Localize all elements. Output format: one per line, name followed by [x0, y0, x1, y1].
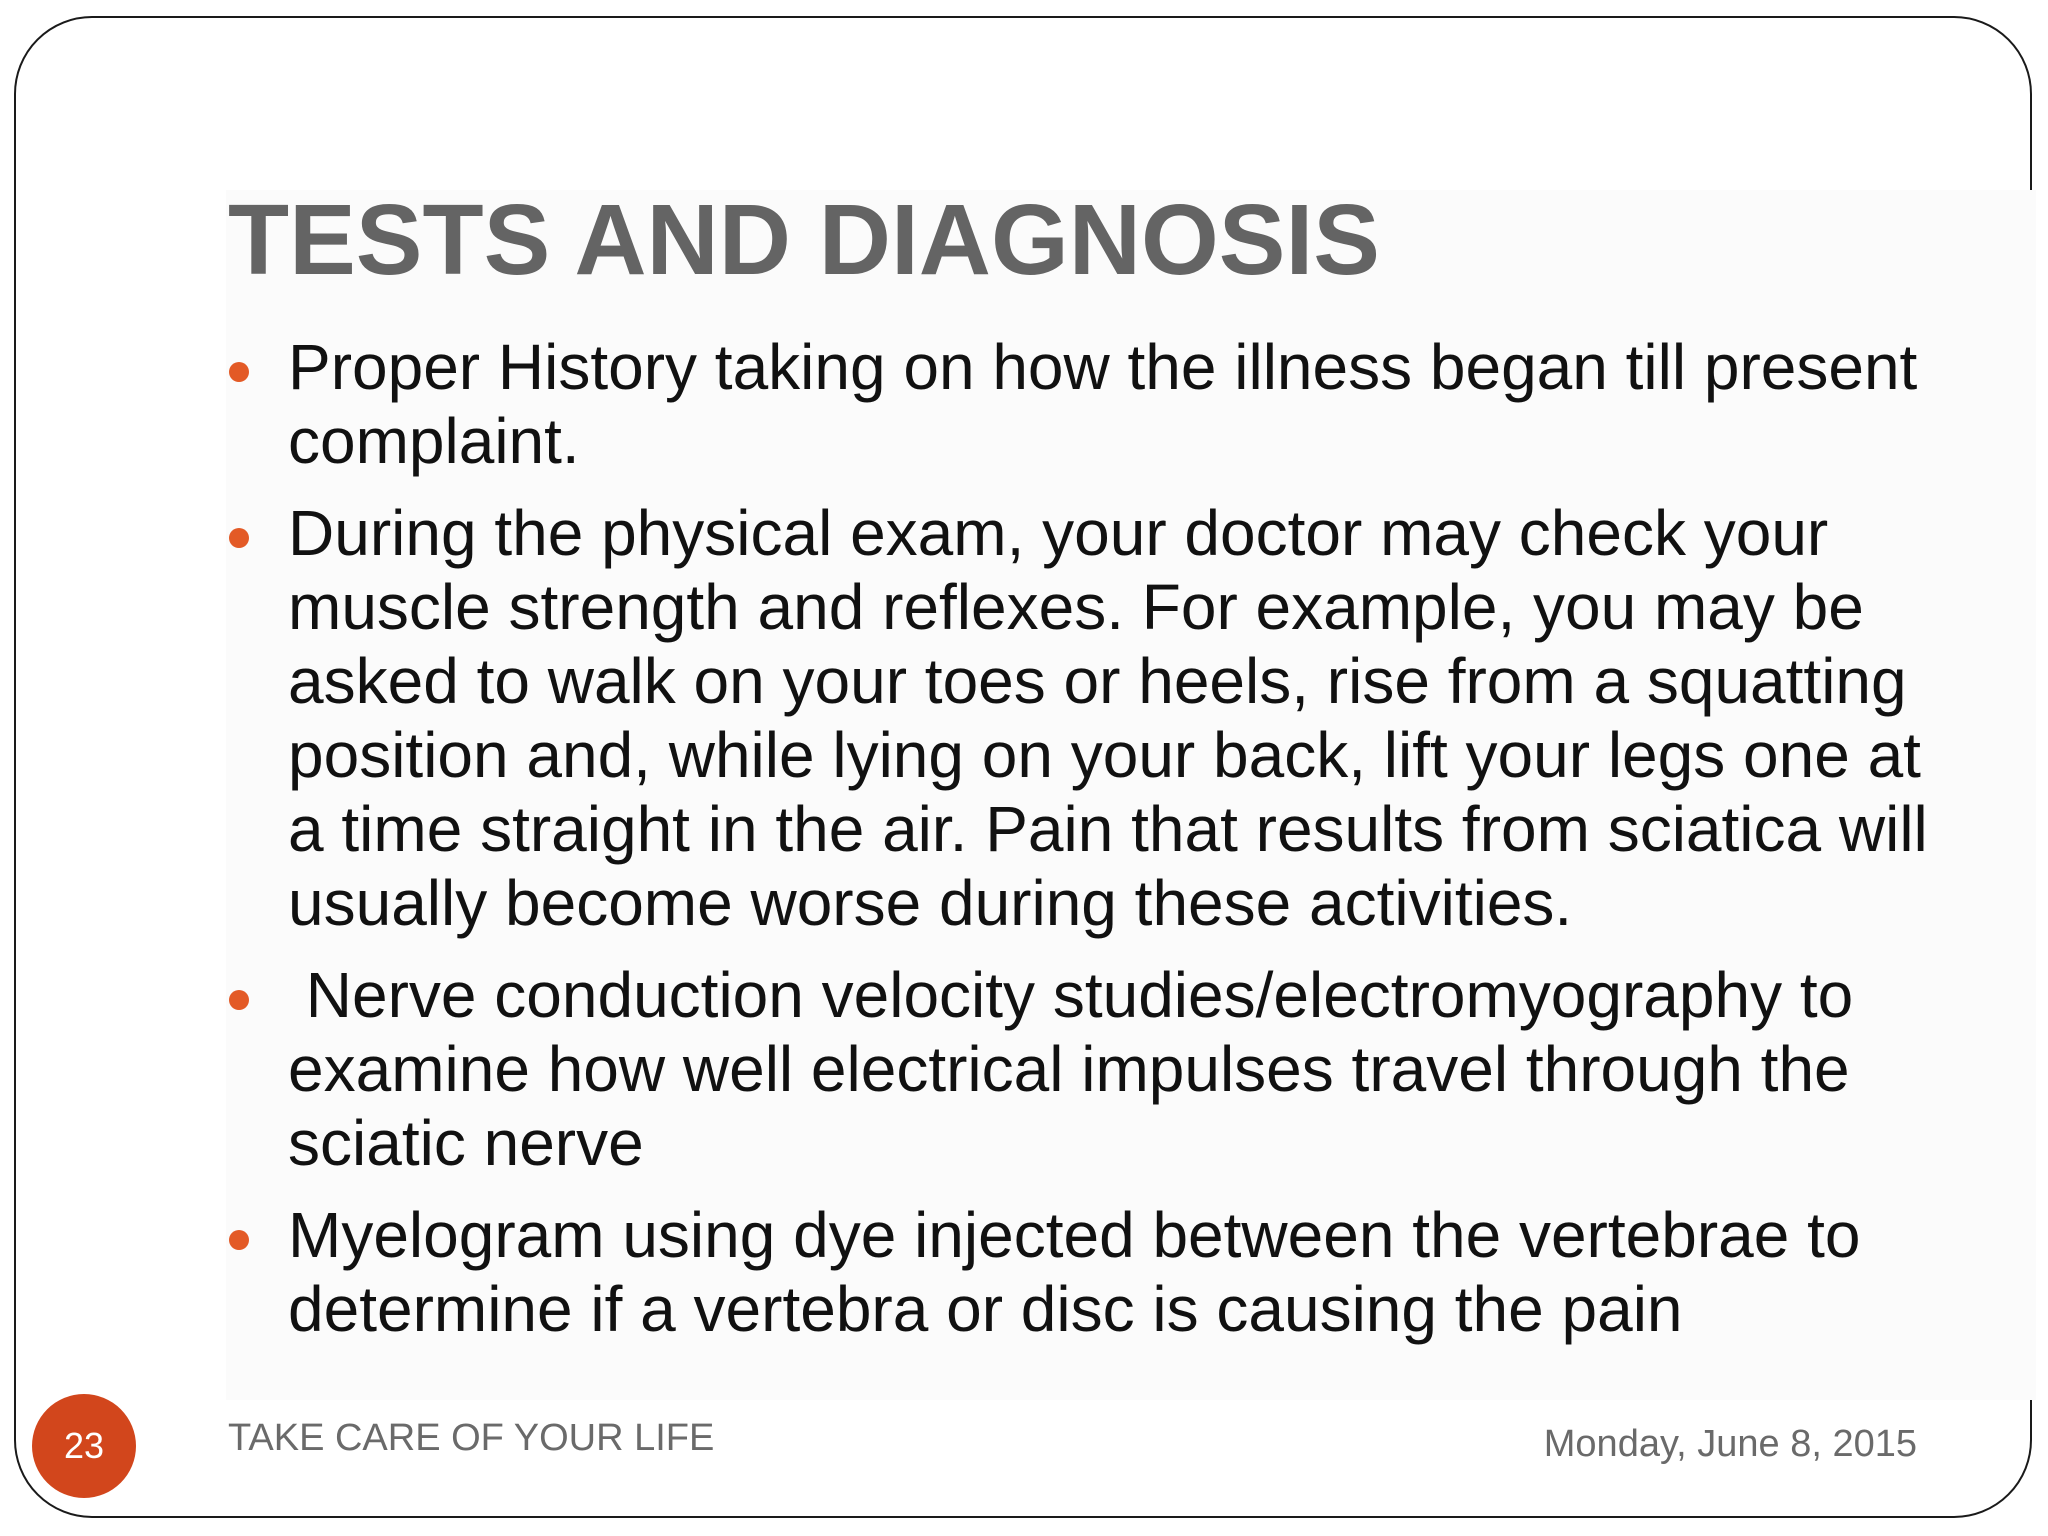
- bullet-dot-icon: [229, 362, 249, 382]
- page-number-badge: 23: [32, 1394, 136, 1498]
- bullet-list: [229, 330, 1949, 1364]
- footer-tagline: TAKE CARE OF YOUR LIFE: [228, 1417, 715, 1459]
- footer-date: Monday, June 8, 2015: [1543, 1423, 1917, 1465]
- bullet-dot-icon: [229, 528, 249, 548]
- bullet-text: Nerve conduction velocity studies/electromyography to examine how well electrical impulses travel through the sciatic nerve: [288, 959, 1871, 1179]
- bullet-dot-icon: [229, 1230, 249, 1250]
- bullet-item-physical-exam: [229, 496, 1949, 940]
- bullet-text: Proper History taking on how the illness began till present complaint.: [288, 331, 1918, 477]
- slide-title: TESTS AND DIAGNOSIS: [228, 184, 1380, 296]
- bullet-text: Myelogram using dye injected between the vertebrae to determine if a vertebra or disc is causing the pain: [288, 1199, 1861, 1345]
- bullet-item-nerve-conduction: [229, 958, 1949, 1180]
- bullet-text: During the physical exam, your doctor may check your muscle strength and reflexes. For example, you may be asked to walk on your toes or heels, rise from a squatting position and, while lying on your back, lift your legs one at a time straight in the air. Pain that results from sciatica will usually become worse during these activities.: [288, 497, 1928, 939]
- bullet-item-myelogram: [229, 1198, 1949, 1346]
- bullet-dot-icon: [229, 990, 249, 1010]
- bullet-item-history: [229, 330, 1949, 478]
